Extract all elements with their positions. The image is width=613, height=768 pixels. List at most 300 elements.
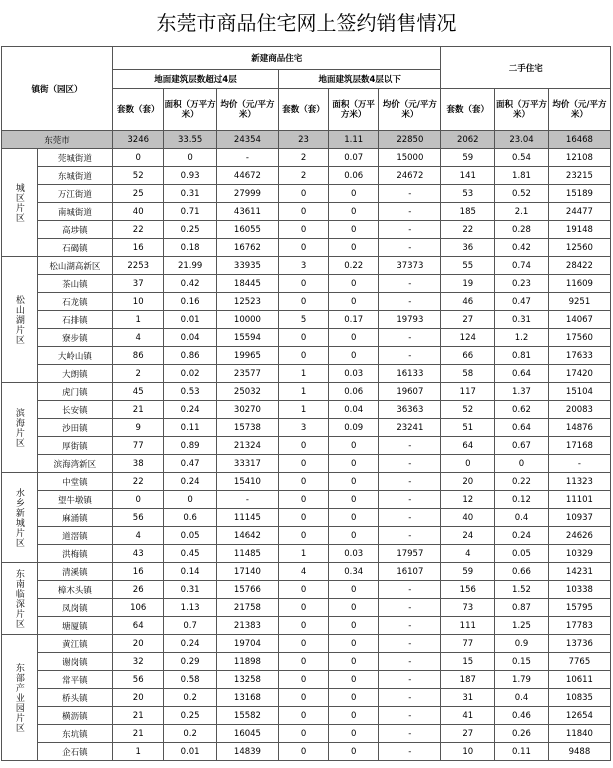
cell: 0 xyxy=(278,473,328,491)
town-name: 常平镇 xyxy=(37,671,112,689)
cell: 187 xyxy=(441,671,495,689)
cell: 0 xyxy=(329,527,379,545)
cell: - xyxy=(379,293,441,311)
cell: - xyxy=(379,707,441,725)
cell: 16 xyxy=(113,563,164,581)
cell: 24672 xyxy=(379,167,441,185)
town-name: 万江街道 xyxy=(37,185,112,203)
zone-label: 松山湖片区 xyxy=(2,257,38,383)
cell: 40 xyxy=(441,509,495,527)
cell: 10329 xyxy=(548,545,610,563)
cell: - xyxy=(379,743,441,761)
cell: 20 xyxy=(113,689,164,707)
cell: 1 xyxy=(278,383,328,401)
table-row xyxy=(2,293,611,311)
cell: 20 xyxy=(441,473,495,491)
cell: - xyxy=(379,239,441,257)
area-size-header: 面积（万平方米） xyxy=(495,89,549,131)
cell: 0 xyxy=(329,653,379,671)
town-name: 石龙镇 xyxy=(37,293,112,311)
cell: 3246 xyxy=(113,131,164,149)
sets-header: 套数（套） xyxy=(113,89,164,131)
cell: 10338 xyxy=(548,581,610,599)
cell: 0 xyxy=(278,617,328,635)
cell: 0.67 xyxy=(495,437,549,455)
cell: 15000 xyxy=(379,149,441,167)
cell: - xyxy=(379,185,441,203)
cell: 0.11 xyxy=(495,743,549,761)
town-name: 望牛墩镇 xyxy=(37,491,112,509)
cell: 0.58 xyxy=(164,671,217,689)
table-row xyxy=(2,329,611,347)
cell: 21 xyxy=(113,401,164,419)
cell: 14067 xyxy=(548,311,610,329)
cell: 0.42 xyxy=(495,239,549,257)
cell: 33317 xyxy=(216,455,278,473)
cell: 11840 xyxy=(548,725,610,743)
price-header: 均价（元/平方米） xyxy=(216,89,278,131)
cell: 0 xyxy=(278,707,328,725)
cell: 64 xyxy=(441,437,495,455)
cell: 27 xyxy=(441,311,495,329)
town-name: 石碣镇 xyxy=(37,239,112,257)
cell: 15766 xyxy=(216,581,278,599)
cell: 15582 xyxy=(216,707,278,725)
cell: - xyxy=(379,617,441,635)
town-name: 桥头镇 xyxy=(37,689,112,707)
cell: 26 xyxy=(113,581,164,599)
cell: 0 xyxy=(278,491,328,509)
table-row xyxy=(2,167,611,185)
cell: 15410 xyxy=(216,473,278,491)
cell: 0.05 xyxy=(495,545,549,563)
cell: 22 xyxy=(113,473,164,491)
cell: 1.2 xyxy=(495,329,549,347)
town-name: 松山湖高新区 xyxy=(37,257,112,275)
cell: 0.9 xyxy=(495,635,549,653)
cell: 38 xyxy=(113,455,164,473)
cell: - xyxy=(379,671,441,689)
cell: 77 xyxy=(441,635,495,653)
cell: 23 xyxy=(278,131,328,149)
table-row xyxy=(2,599,611,617)
cell: 44672 xyxy=(216,167,278,185)
cell: 0 xyxy=(329,437,379,455)
cell: 33.55 xyxy=(164,131,217,149)
cell: 0.64 xyxy=(495,419,549,437)
area-size-header: 面积（万平方米） xyxy=(329,89,379,131)
cell: 0.12 xyxy=(495,491,549,509)
cell: 12108 xyxy=(548,149,610,167)
table-row xyxy=(2,653,611,671)
cell: 0 xyxy=(329,185,379,203)
cell: 1 xyxy=(113,311,164,329)
table-row xyxy=(2,455,611,473)
cell: - xyxy=(379,437,441,455)
cell: 28422 xyxy=(548,257,610,275)
cell: 15 xyxy=(441,653,495,671)
table-row xyxy=(2,437,611,455)
cell: 21 xyxy=(113,707,164,725)
cell: 11898 xyxy=(216,653,278,671)
cell: 0 xyxy=(329,473,379,491)
price-header: 均价（元/平方米） xyxy=(548,89,610,131)
cell: - xyxy=(379,203,441,221)
cell: 17633 xyxy=(548,347,610,365)
area-header: 镇街（园区） xyxy=(2,47,113,131)
area-size-header: 面积（万平方米） xyxy=(164,89,217,131)
town-name: 横沥镇 xyxy=(37,707,112,725)
cell: 1.79 xyxy=(495,671,549,689)
cell: 0.05 xyxy=(164,527,217,545)
cell: 0.7 xyxy=(164,617,217,635)
cell: 16133 xyxy=(379,365,441,383)
cell: - xyxy=(379,329,441,347)
cell: 3 xyxy=(278,419,328,437)
cell: 0.46 xyxy=(495,707,549,725)
cell: 46 xyxy=(441,293,495,311)
cell: 0.93 xyxy=(164,167,217,185)
cell: 2 xyxy=(278,149,328,167)
cell: - xyxy=(379,509,441,527)
cell: 0 xyxy=(278,599,328,617)
town-name: 中堂镇 xyxy=(37,473,112,491)
cell: 19 xyxy=(441,275,495,293)
cell: 0 xyxy=(278,203,328,221)
cell: 0 xyxy=(278,671,328,689)
town-name: 滨海湾新区 xyxy=(37,455,112,473)
cell: 9 xyxy=(113,419,164,437)
cell: 1 xyxy=(278,401,328,419)
cell: 43 xyxy=(113,545,164,563)
town-name: 黄江镇 xyxy=(37,635,112,653)
cell: 0.2 xyxy=(164,725,217,743)
cell: 23577 xyxy=(216,365,278,383)
cell: 111 xyxy=(441,617,495,635)
cell: 0 xyxy=(329,239,379,257)
cell: 0.18 xyxy=(164,239,217,257)
page-title: 东莞市商品住宅网上签约销售情况 xyxy=(156,11,457,35)
cell: 0 xyxy=(278,329,328,347)
table-row xyxy=(2,221,611,239)
cell: 0.29 xyxy=(164,653,217,671)
cell: 43611 xyxy=(216,203,278,221)
cell: 0 xyxy=(329,329,379,347)
cell: 27999 xyxy=(216,185,278,203)
cell: 0.25 xyxy=(164,221,217,239)
table-row xyxy=(2,563,611,581)
cell: 21.99 xyxy=(164,257,217,275)
table-row xyxy=(2,689,611,707)
cell: 30270 xyxy=(216,401,278,419)
table-row xyxy=(2,401,611,419)
cell: 0 xyxy=(329,455,379,473)
cell: 25 xyxy=(113,185,164,203)
cell: 0 xyxy=(329,221,379,239)
cell: 0 xyxy=(278,221,328,239)
cell: 1 xyxy=(113,743,164,761)
zone-label: 东部产业园片区 xyxy=(2,635,38,761)
cell: 0 xyxy=(329,635,379,653)
cell: 0.06 xyxy=(329,167,379,185)
cell: 0 xyxy=(278,437,328,455)
cell: 0.17 xyxy=(329,311,379,329)
town-name: 莞城街道 xyxy=(37,149,112,167)
cell: - xyxy=(216,491,278,509)
cell: 0 xyxy=(278,653,328,671)
table-row xyxy=(2,671,611,689)
table-row xyxy=(2,419,611,437)
cell: 0 xyxy=(329,293,379,311)
town-name: 大岭山镇 xyxy=(37,347,112,365)
cell: 0 xyxy=(278,185,328,203)
cell: 21324 xyxy=(216,437,278,455)
cell: 27 xyxy=(441,725,495,743)
cell: 32 xyxy=(113,653,164,671)
cell: 23215 xyxy=(548,167,610,185)
table-row xyxy=(2,257,611,275)
cell: 0.71 xyxy=(164,203,217,221)
cell: 66 xyxy=(441,347,495,365)
cell: 17957 xyxy=(379,545,441,563)
cell: 0 xyxy=(164,491,217,509)
cell: 0 xyxy=(329,275,379,293)
cell: 0.09 xyxy=(329,419,379,437)
cell: 21383 xyxy=(216,617,278,635)
cell: 14876 xyxy=(548,419,610,437)
cell: 15189 xyxy=(548,185,610,203)
town-name: 东坑镇 xyxy=(37,725,112,743)
cell: 33935 xyxy=(216,257,278,275)
cell: 0 xyxy=(278,275,328,293)
table-row xyxy=(2,581,611,599)
cell: 0.03 xyxy=(329,545,379,563)
cell: 52 xyxy=(441,401,495,419)
cell: 40 xyxy=(113,203,164,221)
cell: 22 xyxy=(441,221,495,239)
town-name: 东城街道 xyxy=(37,167,112,185)
town-name: 茶山镇 xyxy=(37,275,112,293)
cell: 0.24 xyxy=(164,401,217,419)
table-row xyxy=(2,473,611,491)
cell: - xyxy=(379,473,441,491)
cell: 10835 xyxy=(548,689,610,707)
cell: 14231 xyxy=(548,563,610,581)
cell: 19704 xyxy=(216,635,278,653)
cell: 0.23 xyxy=(495,275,549,293)
town-name: 寮步镇 xyxy=(37,329,112,347)
cell: 2062 xyxy=(441,131,495,149)
cell: 12560 xyxy=(548,239,610,257)
cell: 0.04 xyxy=(164,329,217,347)
table-row xyxy=(2,509,611,527)
table-row xyxy=(2,545,611,563)
cell: 45 xyxy=(113,383,164,401)
cell: 21758 xyxy=(216,599,278,617)
cell: 14839 xyxy=(216,743,278,761)
town-name: 石排镇 xyxy=(37,311,112,329)
cell: 0.14 xyxy=(164,563,217,581)
cell: 185 xyxy=(441,203,495,221)
cell: 17420 xyxy=(548,365,610,383)
town-name: 企石镇 xyxy=(37,743,112,761)
cell: 0 xyxy=(441,455,495,473)
town-name: 南城街道 xyxy=(37,203,112,221)
cell: 0 xyxy=(329,599,379,617)
cell: 0.31 xyxy=(164,581,217,599)
cell: - xyxy=(379,635,441,653)
sales-table xyxy=(1,46,611,761)
town-name: 高埗镇 xyxy=(37,221,112,239)
cell: 0.2 xyxy=(164,689,217,707)
cell: 13258 xyxy=(216,671,278,689)
table-row xyxy=(2,239,611,257)
town-name: 长安镇 xyxy=(37,401,112,419)
cell: 53 xyxy=(441,185,495,203)
cell: 37 xyxy=(113,275,164,293)
cell: 16762 xyxy=(216,239,278,257)
cell: - xyxy=(379,275,441,293)
zone-label: 城区片区 xyxy=(2,149,38,257)
cell: 0 xyxy=(278,509,328,527)
cell: 0.22 xyxy=(495,473,549,491)
cell: 11101 xyxy=(548,491,610,509)
cell: 24626 xyxy=(548,527,610,545)
cell: 16 xyxy=(113,239,164,257)
cell: 0.15 xyxy=(495,653,549,671)
cell: 58 xyxy=(441,365,495,383)
cell: 36363 xyxy=(379,401,441,419)
table-row xyxy=(2,383,611,401)
table-row xyxy=(2,347,611,365)
cell: - xyxy=(548,455,610,473)
cell: 55 xyxy=(441,257,495,275)
cell: 0.42 xyxy=(164,275,217,293)
cell: - xyxy=(216,149,278,167)
cell: 20 xyxy=(113,635,164,653)
cell: 156 xyxy=(441,581,495,599)
cell: 31 xyxy=(441,689,495,707)
cell: 0.24 xyxy=(495,527,549,545)
cell: 1.81 xyxy=(495,167,549,185)
cell: 124 xyxy=(441,329,495,347)
cell: 1.11 xyxy=(329,131,379,149)
above4-header: 地面建筑层数超过4层 xyxy=(113,70,279,89)
cell: 77 xyxy=(113,437,164,455)
cell: 0 xyxy=(164,149,217,167)
town-name: 厚街镇 xyxy=(37,437,112,455)
cell: 0.64 xyxy=(495,365,549,383)
cell: 9488 xyxy=(548,743,610,761)
cell: 1 xyxy=(278,365,328,383)
cell: 59 xyxy=(441,149,495,167)
cell: 0.6 xyxy=(164,509,217,527)
cell: 0 xyxy=(278,239,328,257)
cell: 14642 xyxy=(216,527,278,545)
cell: 11609 xyxy=(548,275,610,293)
cell: 52 xyxy=(113,167,164,185)
cell: 18445 xyxy=(216,275,278,293)
cell: 0.06 xyxy=(329,383,379,401)
cell: 10 xyxy=(441,743,495,761)
cell: 0.81 xyxy=(495,347,549,365)
cell: 2.1 xyxy=(495,203,549,221)
cell: 37373 xyxy=(379,257,441,275)
table-row xyxy=(2,707,611,725)
cell: 5 xyxy=(278,311,328,329)
cell: 0 xyxy=(495,455,549,473)
cell: 0.03 xyxy=(329,365,379,383)
cell: - xyxy=(379,581,441,599)
cell: 22 xyxy=(113,221,164,239)
cell: 2253 xyxy=(113,257,164,275)
cell: 0.01 xyxy=(164,743,217,761)
cell: 0 xyxy=(278,743,328,761)
cell: 51 xyxy=(441,419,495,437)
cell: 0 xyxy=(113,149,164,167)
table-row xyxy=(2,365,611,383)
cell: 0 xyxy=(278,455,328,473)
cell: 12 xyxy=(441,491,495,509)
table-row xyxy=(2,185,611,203)
cell: 117 xyxy=(441,383,495,401)
table-row xyxy=(2,743,611,761)
cell: 16468 xyxy=(548,131,610,149)
cell: 4 xyxy=(113,527,164,545)
table-row xyxy=(2,149,611,167)
cell: 0.47 xyxy=(164,455,217,473)
cell: 0.87 xyxy=(495,599,549,617)
cell: 13736 xyxy=(548,635,610,653)
cell: 86 xyxy=(113,347,164,365)
cell: 0.66 xyxy=(495,563,549,581)
cell: 24354 xyxy=(216,131,278,149)
town-name: 洪梅镇 xyxy=(37,545,112,563)
town-name: 樟木头镇 xyxy=(37,581,112,599)
cell: 19793 xyxy=(379,311,441,329)
cell: 0.31 xyxy=(164,185,217,203)
cell: 0.25 xyxy=(164,707,217,725)
cell: 0 xyxy=(329,617,379,635)
cell: 0.16 xyxy=(164,293,217,311)
cell: 0.07 xyxy=(329,149,379,167)
cell: 10611 xyxy=(548,671,610,689)
cell: 17140 xyxy=(216,563,278,581)
cell: 41 xyxy=(441,707,495,725)
cell: 56 xyxy=(113,509,164,527)
cell: 0.62 xyxy=(495,401,549,419)
cell: 4 xyxy=(441,545,495,563)
cell: 22850 xyxy=(379,131,441,149)
cell: 0.24 xyxy=(164,635,217,653)
cell: 20083 xyxy=(548,401,610,419)
second-hand-header: 二手住宅 xyxy=(441,47,611,89)
cell: 1.25 xyxy=(495,617,549,635)
zone-label: 滨海片区 xyxy=(2,383,38,473)
cell: 10 xyxy=(113,293,164,311)
cell: 0.01 xyxy=(164,311,217,329)
cell: 0 xyxy=(329,347,379,365)
cell: 0.04 xyxy=(329,401,379,419)
cell: 0.02 xyxy=(164,365,217,383)
cell: 23241 xyxy=(379,419,441,437)
cell: 0.4 xyxy=(495,509,549,527)
cell: 0 xyxy=(329,491,379,509)
cell: 73 xyxy=(441,599,495,617)
cell: 0.22 xyxy=(329,257,379,275)
cell: 0 xyxy=(329,509,379,527)
cell: 23.04 xyxy=(495,131,549,149)
